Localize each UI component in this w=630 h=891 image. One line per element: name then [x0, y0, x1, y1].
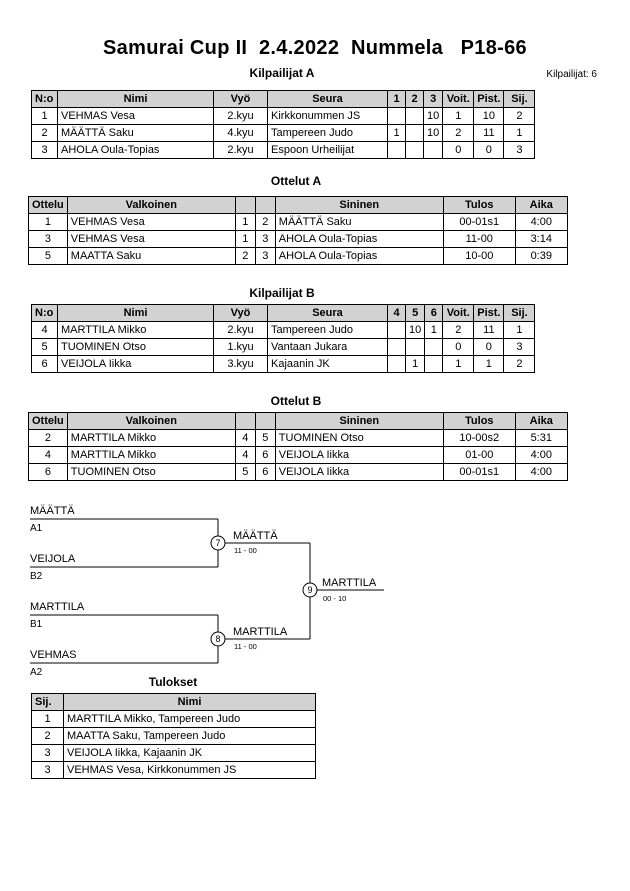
cell-score-3: 10: [424, 108, 443, 125]
col-header-white-no: [235, 197, 255, 214]
matches-b-title: Ottelut B: [270, 394, 322, 408]
table-header-row: [32, 694, 316, 711]
cell-blue-no: 6: [255, 464, 275, 481]
cell-time: 3:14: [515, 231, 567, 248]
col-header-r2: 2: [406, 91, 424, 108]
cell-place: 1: [32, 711, 64, 728]
matches-a-title: Ottelut A: [270, 174, 322, 188]
bracket-sf1-bottom-name: VEIJOLA: [30, 553, 76, 565]
cell-result: 11-00: [443, 231, 515, 248]
cell-match-no: 3: [29, 231, 68, 248]
table-header-row: [29, 197, 568, 214]
cell-white-no: 5: [235, 464, 255, 481]
cell-white-name: MARTTILA Mikko: [67, 430, 235, 447]
col-header-blue-no: [255, 197, 275, 214]
competitor-row: [32, 322, 535, 339]
col-header-no: N:o: [32, 305, 58, 322]
col-header-white: Valkoinen: [67, 413, 235, 430]
col-header-place: Sij.: [32, 694, 64, 711]
col-header-result: Tulos: [443, 413, 515, 430]
cell-number: 6: [32, 356, 58, 373]
cell-number: 5: [32, 339, 58, 356]
match-row: [29, 447, 568, 464]
cell-belt: 1.kyu: [214, 339, 268, 356]
cell-place: 1: [504, 125, 535, 142]
result-row: [32, 728, 316, 745]
cell-blue-no: 3: [255, 248, 275, 265]
cell-points: 10: [474, 108, 504, 125]
bracket-sf1-winner: MÄÄTTÄ: [233, 530, 278, 542]
bracket-sf2-bottom-name: VEHMAS: [30, 649, 77, 661]
match-row: [29, 248, 568, 265]
cell-place: 3: [32, 762, 64, 779]
cell-result: 00-01s1: [443, 214, 515, 231]
col-header-wins: Voit.: [443, 305, 474, 322]
competitors-count-note: Kilpailijat: 6: [546, 69, 597, 80]
cell-number: 3: [32, 142, 58, 159]
col-header-blue: Sininen: [275, 413, 443, 430]
cell-match-no: 6: [29, 464, 68, 481]
col-header-r5: 5: [406, 305, 425, 322]
cell-score-2: [406, 125, 424, 142]
cell-points: 0: [474, 142, 504, 159]
result-row: [32, 762, 316, 779]
cell-blue-name: VEIJOLA Iikka: [275, 464, 443, 481]
pool-b-table: [31, 304, 535, 373]
matches-a-table: [28, 196, 568, 265]
cell-place: 2: [504, 108, 535, 125]
cell-place: 3: [32, 745, 64, 762]
cell-blue-name: MÄÄTTÄ Saku: [275, 214, 443, 231]
bracket-sf1-top-name: MÄÄTTÄ: [30, 505, 75, 517]
cell-result: 01-00: [443, 447, 515, 464]
matches-b-table: [28, 412, 568, 481]
cell-time: 5:31: [515, 430, 567, 447]
cell-blue-no: 2: [255, 214, 275, 231]
cell-blue-no: 5: [255, 430, 275, 447]
cell-club: Kirkkonummen JS: [268, 108, 388, 125]
result-row: [32, 745, 316, 762]
table-header-row: [29, 413, 568, 430]
competitor-row: [32, 125, 535, 142]
cell-score-6: [425, 339, 443, 356]
cell-club: Tampereen Judo: [268, 322, 388, 339]
result-row: [32, 711, 316, 728]
cell-belt: 2.kyu: [214, 142, 268, 159]
cell-score-6: 1: [425, 322, 443, 339]
cell-points: 1: [474, 356, 504, 373]
cell-blue-no: 3: [255, 231, 275, 248]
cell-white-no: 2: [235, 248, 255, 265]
cell-white-no: 1: [235, 214, 255, 231]
col-header-no: N:o: [32, 91, 58, 108]
cell-score-1: [388, 142, 406, 159]
cell-wins: 0: [443, 142, 474, 159]
cell-name: VEIJOLA Iikka: [58, 356, 214, 373]
pool-b-title: Kilpailijat B: [249, 286, 315, 300]
bracket-sf2-top-seed: B1: [30, 619, 43, 630]
cell-blue-name: AHOLA Oula-Topias: [275, 248, 443, 265]
cell-belt: 2.kyu: [214, 322, 268, 339]
cell-belt: 4.kyu: [214, 125, 268, 142]
elimination-bracket: [28, 500, 428, 680]
cell-number: 4: [32, 322, 58, 339]
cell-place: 3: [504, 339, 535, 356]
cell-place: 2: [32, 728, 64, 745]
cell-club: Espoon Urheilijat: [268, 142, 388, 159]
cell-blue-name: VEIJOLA Iikka: [275, 447, 443, 464]
competitor-row: [32, 108, 535, 125]
col-header-points: Pist.: [474, 91, 504, 108]
cell-match-no: 5: [29, 248, 68, 265]
col-header-r6: 6: [425, 305, 443, 322]
bracket-final-winner: MARTTILA: [322, 577, 377, 589]
cell-place: 2: [504, 356, 535, 373]
cell-white-name: MAATTA Saku: [67, 248, 235, 265]
col-header-place: Sij.: [504, 305, 535, 322]
competitor-row: [32, 356, 535, 373]
table-header-row: [32, 91, 535, 108]
cell-score-5: [406, 339, 425, 356]
cell-match-no: 2: [29, 430, 68, 447]
cell-place: 3: [504, 142, 535, 159]
cell-white-no: 1: [235, 231, 255, 248]
col-header-belt: Vyö: [214, 305, 268, 322]
col-header-place: Sij.: [504, 91, 535, 108]
col-header-club: Seura: [268, 91, 388, 108]
cell-blue-name: AHOLA Oula-Topias: [275, 231, 443, 248]
col-header-wins: Voit.: [443, 91, 474, 108]
cell-points: 11: [474, 322, 504, 339]
table-header-row: [32, 305, 535, 322]
col-header-white-no: [235, 413, 255, 430]
cell-result: 00-01s1: [443, 464, 515, 481]
cell-result: 10-00: [443, 248, 515, 265]
col-header-r1: 1: [388, 91, 406, 108]
bracket-sf2-score: 11 - 00: [234, 642, 257, 651]
cell-name: MARTTILA Mikko: [58, 322, 214, 339]
col-header-time: Aika: [515, 197, 567, 214]
match-8-number: 8: [215, 634, 221, 644]
cell-name: AHOLA Oula-Topias: [58, 142, 214, 159]
cell-wins: 1: [443, 108, 474, 125]
cell-score-2: [406, 142, 424, 159]
cell-club: Kajaanin JK: [268, 356, 388, 373]
cell-score-4: [388, 339, 406, 356]
col-header-white: Valkoinen: [67, 197, 235, 214]
cell-time: 4:00: [515, 214, 567, 231]
col-header-name: Nimi: [58, 305, 214, 322]
cell-number: 2: [32, 125, 58, 142]
match-7-number: 7: [215, 538, 221, 548]
cell-score-3: [424, 142, 443, 159]
col-header-blue-no: [255, 413, 275, 430]
bracket-sf1-score: 11 - 00: [234, 546, 257, 555]
cell-score-1: 1: [388, 125, 406, 142]
page-title: Samurai Cup II 2.4.2022 Nummela P18-66: [103, 37, 527, 59]
cell-white-name: MARTTILA Mikko: [67, 447, 235, 464]
cell-white-name: VEHMAS Vesa: [67, 231, 235, 248]
cell-number: 1: [32, 108, 58, 125]
match-row: [29, 214, 568, 231]
cell-score-6: [425, 356, 443, 373]
col-header-name: Nimi: [58, 91, 214, 108]
cell-points: 11: [474, 125, 504, 142]
cell-blue-name: TUOMINEN Otso: [275, 430, 443, 447]
cell-name: MÄÄTTÄ Saku: [58, 125, 214, 142]
col-header-club: Seura: [268, 305, 388, 322]
cell-place: 1: [504, 322, 535, 339]
cell-belt: 2.kyu: [214, 108, 268, 125]
col-header-match: Ottelu: [29, 413, 68, 430]
cell-club: Tampereen Judo: [268, 125, 388, 142]
col-header-result: Tulos: [443, 197, 515, 214]
results-title: Tulokset: [148, 675, 198, 689]
pool-a-table: [31, 90, 535, 159]
bracket-sf2-bottom-seed: A2: [30, 667, 43, 678]
bracket-final-score: 00 - 10: [323, 594, 347, 603]
cell-time: 4:00: [515, 447, 567, 464]
match-row: [29, 464, 568, 481]
match-row: [29, 231, 568, 248]
cell-white-no: 4: [235, 447, 255, 464]
col-header-points: Pist.: [474, 305, 504, 322]
cell-belt: 3.kyu: [214, 356, 268, 373]
cell-score-5: 10: [406, 322, 425, 339]
bracket-sf2-top-name: MARTTILA: [30, 601, 85, 613]
cell-score-2: [406, 108, 424, 125]
col-header-match: Ottelu: [29, 197, 68, 214]
pool-a-title: Kilpailijat A: [249, 66, 315, 80]
cell-score-4: [388, 356, 406, 373]
col-header-name: Nimi: [64, 694, 316, 711]
cell-wins: 0: [443, 339, 474, 356]
match-9-number: 9: [307, 585, 313, 595]
cell-match-no: 4: [29, 447, 68, 464]
cell-name: TUOMINEN Otso: [58, 339, 214, 356]
cell-match-no: 1: [29, 214, 68, 231]
competitor-row: [32, 339, 535, 356]
col-header-r4: 4: [388, 305, 406, 322]
cell-name: VEHMAS Vesa, Kirkkonummen JS: [64, 762, 316, 779]
cell-name: VEIJOLA Iikka, Kajaanin JK: [64, 745, 316, 762]
cell-score-1: [388, 108, 406, 125]
cell-score-4: [388, 322, 406, 339]
cell-wins: 2: [443, 125, 474, 142]
cell-blue-no: 6: [255, 447, 275, 464]
cell-time: 0:39: [515, 248, 567, 265]
col-header-belt: Vyö: [214, 91, 268, 108]
cell-score-5: 1: [406, 356, 425, 373]
col-header-time: Aika: [515, 413, 567, 430]
cell-wins: 1: [443, 356, 474, 373]
bracket-sf1-top-seed: A1: [30, 523, 43, 534]
bracket-sf1-bottom-seed: B2: [30, 571, 43, 582]
results-table: [31, 693, 316, 779]
cell-name: MAATTA Saku, Tampereen Judo: [64, 728, 316, 745]
cell-name: VEHMAS Vesa: [58, 108, 214, 125]
col-header-blue: Sininen: [275, 197, 443, 214]
col-header-r3: 3: [424, 91, 443, 108]
competitor-row: [32, 142, 535, 159]
bracket-sf2-winner: MARTTILA: [233, 626, 288, 638]
cell-club: Vantaan Jukara: [268, 339, 388, 356]
cell-white-name: TUOMINEN Otso: [67, 464, 235, 481]
cell-time: 4:00: [515, 464, 567, 481]
cell-name: MARTTILA Mikko, Tampereen Judo: [64, 711, 316, 728]
cell-white-name: VEHMAS Vesa: [67, 214, 235, 231]
cell-score-3: 10: [424, 125, 443, 142]
cell-wins: 2: [443, 322, 474, 339]
match-row: [29, 430, 568, 447]
cell-white-no: 4: [235, 430, 255, 447]
cell-result: 10-00s2: [443, 430, 515, 447]
cell-points: 0: [474, 339, 504, 356]
